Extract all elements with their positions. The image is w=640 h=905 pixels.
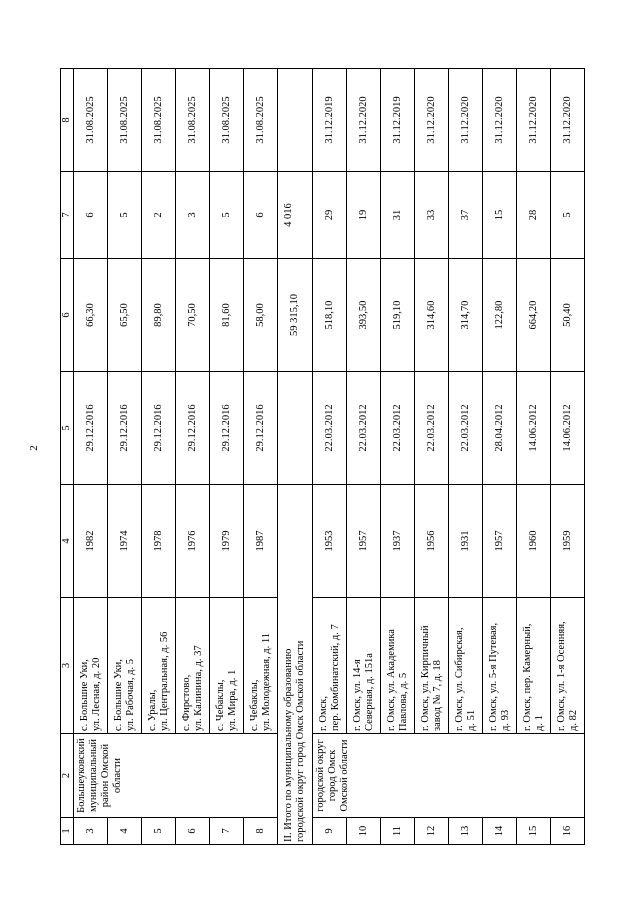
table-row: [108, 69, 142, 845]
row-index: 14: [483, 818, 517, 845]
deadline-cell: 31.12.2020: [449, 69, 483, 172]
date-cell: 29.12.2016: [108, 372, 142, 485]
col-number: 5: [61, 372, 74, 485]
address-line: ул. Рабочая, д. 5: [124, 659, 136, 731]
address-line: ул. Центральная, д. 56: [158, 631, 170, 731]
address-cell: [517, 598, 551, 734]
year-cell: 1987: [244, 485, 278, 598]
address-cell: [449, 598, 483, 734]
address-line: завод № 7, д. 18: [431, 660, 443, 731]
year-cell: 1931: [449, 485, 483, 598]
address-line: с. Уралы,: [146, 689, 158, 731]
area-cell: 50,40: [551, 259, 585, 372]
area-cell: 122,80: [483, 259, 517, 372]
area-cell: 314,70: [449, 259, 483, 372]
year-cell: 1982: [74, 485, 108, 598]
housing-table: [60, 68, 585, 845]
address-line: г. Омск, ул. 14-я: [351, 659, 363, 731]
area-cell: 664,20: [517, 259, 551, 372]
page-number: 2: [28, 445, 40, 451]
total-area-cell: 59 315,10: [278, 259, 313, 372]
table-row: [313, 69, 347, 845]
date-cell: 29.12.2016: [176, 372, 210, 485]
address-line: д. 1: [533, 715, 545, 731]
table-row: [347, 69, 381, 845]
people-cell: 6: [244, 172, 278, 259]
people-cell: 2: [142, 172, 176, 259]
district-cell: [313, 734, 585, 818]
row-index: 8: [244, 818, 278, 845]
date-cell: 22.03.2012: [347, 372, 381, 485]
col-number: 7: [61, 172, 74, 259]
deadline-cell: 31.12.2019: [381, 69, 415, 172]
deadline-cell: 31.12.2020: [347, 69, 381, 172]
address-cell: [244, 598, 278, 734]
row-index: 4: [108, 818, 142, 845]
empty-cell: [278, 372, 313, 485]
address-cell: [142, 598, 176, 734]
district-line: Омской области: [339, 739, 350, 812]
address-line: г. Омск, ул. Академика: [385, 629, 397, 731]
deadline-cell: 31.08.2025: [108, 69, 142, 172]
people-cell: 5: [551, 172, 585, 259]
address-line: г. Омск, пер. Камерный,: [521, 623, 533, 731]
row-index: 16: [551, 818, 585, 845]
people-cell: 28: [517, 172, 551, 259]
col-number: 8: [61, 69, 74, 172]
people-cell: 31: [381, 172, 415, 259]
area-cell: 518,10: [313, 259, 347, 372]
area-cell: 519,10: [381, 259, 415, 372]
deadline-cell: 31.08.2025: [142, 69, 176, 172]
total-residents-cell: 4 016: [278, 172, 313, 259]
date-cell: 22.03.2012: [449, 372, 483, 485]
address-line: ул. Калинина, д. 37: [192, 645, 204, 731]
table-row: [244, 69, 278, 845]
table-row: [210, 69, 244, 845]
total-label-cell: [278, 485, 313, 845]
area-cell: 89,80: [142, 259, 176, 372]
deadline-cell: 31.08.2025: [244, 69, 278, 172]
total-label-line: II. Итого по муниципальному образованию: [283, 648, 294, 842]
deadline-cell: 31.08.2025: [74, 69, 108, 172]
year-cell: 1976: [176, 485, 210, 598]
area-cell: 65,50: [108, 259, 142, 372]
deadline-cell: 31.12.2020: [551, 69, 585, 172]
row-index: 6: [176, 818, 210, 845]
address-line: г. Омск, ул. Сибирская,: [453, 627, 465, 731]
date-cell: 14.06.2012: [517, 372, 551, 485]
empty-cell: [278, 69, 313, 172]
area-cell: 393,50: [347, 259, 381, 372]
total-label-line: городской округ город Омск Омской области: [295, 640, 306, 842]
date-cell: 29.12.2016: [244, 372, 278, 485]
address-cell: [381, 598, 415, 734]
address-line: с. Большие Уки,: [112, 659, 124, 731]
people-cell: 5: [210, 172, 244, 259]
table-row: [381, 69, 415, 845]
deadline-cell: 31.12.2019: [313, 69, 347, 172]
district-line: муниципальный: [88, 738, 99, 813]
table-row: [142, 69, 176, 845]
address-line: ул. Лесная, д. 20: [90, 657, 102, 731]
year-cell: 1953: [313, 485, 347, 598]
row-index: 10: [347, 818, 381, 845]
deadline-cell: 31.08.2025: [210, 69, 244, 172]
row-index: 3: [74, 818, 108, 845]
deadline-cell: 31.12.2020: [517, 69, 551, 172]
address-cell: [347, 598, 381, 734]
address-line: ул. Мира, д. 1: [226, 669, 238, 731]
row-index: 5: [142, 818, 176, 845]
area-cell: 58,00: [244, 259, 278, 372]
address-cell: [74, 598, 108, 734]
year-cell: 1960: [517, 485, 551, 598]
address-line: г. Омск, ул. 5-я Путевая,: [487, 622, 499, 731]
year-cell: 1959: [551, 485, 585, 598]
address-line: г. Омск,: [317, 696, 329, 731]
table-row: [483, 69, 517, 845]
address-line: пер. Комбинатский, д. 7: [329, 624, 341, 731]
address-line: д. 51: [465, 709, 477, 731]
address-cell: [210, 598, 244, 734]
table-row: [415, 69, 449, 845]
address-cell: [551, 598, 585, 734]
people-cell: 37: [449, 172, 483, 259]
address-cell: [483, 598, 517, 734]
date-cell: 29.12.2016: [210, 372, 244, 485]
district-line: области: [112, 757, 123, 794]
address-line: д. 82: [567, 709, 579, 731]
col-number: 3: [61, 598, 74, 734]
district-cell: [74, 734, 278, 818]
year-cell: 1937: [381, 485, 415, 598]
year-cell: 1974: [108, 485, 142, 598]
row-index: 15: [517, 818, 551, 845]
people-cell: 29: [313, 172, 347, 259]
table-row: [176, 69, 210, 845]
year-cell: 1956: [415, 485, 449, 598]
row-index: 7: [210, 818, 244, 845]
date-cell: 28.04.2012: [483, 372, 517, 485]
total-row: [278, 69, 313, 845]
col-number: 2: [61, 734, 74, 818]
deadline-cell: 31.12.2020: [483, 69, 517, 172]
people-cell: 5: [108, 172, 142, 259]
column-number-row: [61, 69, 74, 845]
district-line: городской округ: [315, 739, 326, 812]
district-line: район Омской: [100, 743, 111, 808]
col-number: 4: [61, 485, 74, 598]
people-cell: 33: [415, 172, 449, 259]
row-index: 11: [381, 818, 415, 845]
address-line: с. Фирстово,: [180, 674, 192, 731]
year-cell: 1957: [483, 485, 517, 598]
date-cell: 14.06.2012: [551, 372, 585, 485]
table-row: [517, 69, 551, 845]
table-row: [449, 69, 483, 845]
address-line: Северная, д. 151а: [363, 653, 375, 731]
date-cell: 22.03.2012: [381, 372, 415, 485]
col-number: 1: [61, 818, 74, 845]
area-cell: 70,50: [176, 259, 210, 372]
address-line: ул. Молодежная, д. 11: [260, 633, 272, 731]
people-cell: 3: [176, 172, 210, 259]
address-line: г. Омск, ул. Кирпичный: [419, 625, 431, 731]
area-cell: 314,60: [415, 259, 449, 372]
rotated-table-wrapper: [60, 69, 579, 845]
people-cell: 6: [74, 172, 108, 259]
deadline-cell: 31.08.2025: [176, 69, 210, 172]
row-index: 12: [415, 818, 449, 845]
address-cell: [176, 598, 210, 734]
area-cell: 66,30: [74, 259, 108, 372]
address-line: Павлова, д. 5: [397, 672, 409, 731]
people-cell: 19: [347, 172, 381, 259]
district-line: Большеуковский: [76, 738, 87, 813]
address-cell: [313, 598, 347, 734]
year-cell: 1978: [142, 485, 176, 598]
row-index: 13: [449, 818, 483, 845]
date-cell: 29.12.2016: [142, 372, 176, 485]
date-cell: 22.03.2012: [313, 372, 347, 485]
address-line: с. Чебаклы,: [248, 679, 260, 731]
table-row: [551, 69, 585, 845]
table-container: [60, 69, 579, 845]
area-cell: 81,60: [210, 259, 244, 372]
table-row: [74, 69, 108, 845]
address-line: с. Чебаклы,: [214, 679, 226, 731]
date-cell: 22.03.2012: [415, 372, 449, 485]
date-cell: 29.12.2016: [74, 372, 108, 485]
address-cell: [108, 598, 142, 734]
row-index: 9: [313, 818, 347, 845]
year-cell: 1979: [210, 485, 244, 598]
address-cell: [415, 598, 449, 734]
year-cell: 1957: [347, 485, 381, 598]
people-cell: 15: [483, 172, 517, 259]
col-number: 6: [61, 259, 74, 372]
district-line: город Омск: [327, 749, 338, 802]
address-line: д. 93: [499, 709, 511, 731]
address-line: г. Омск, ул. 1-я Осенняя,: [555, 621, 567, 731]
address-line: с. Большие Уки,: [78, 659, 90, 731]
deadline-cell: 31.12.2020: [415, 69, 449, 172]
